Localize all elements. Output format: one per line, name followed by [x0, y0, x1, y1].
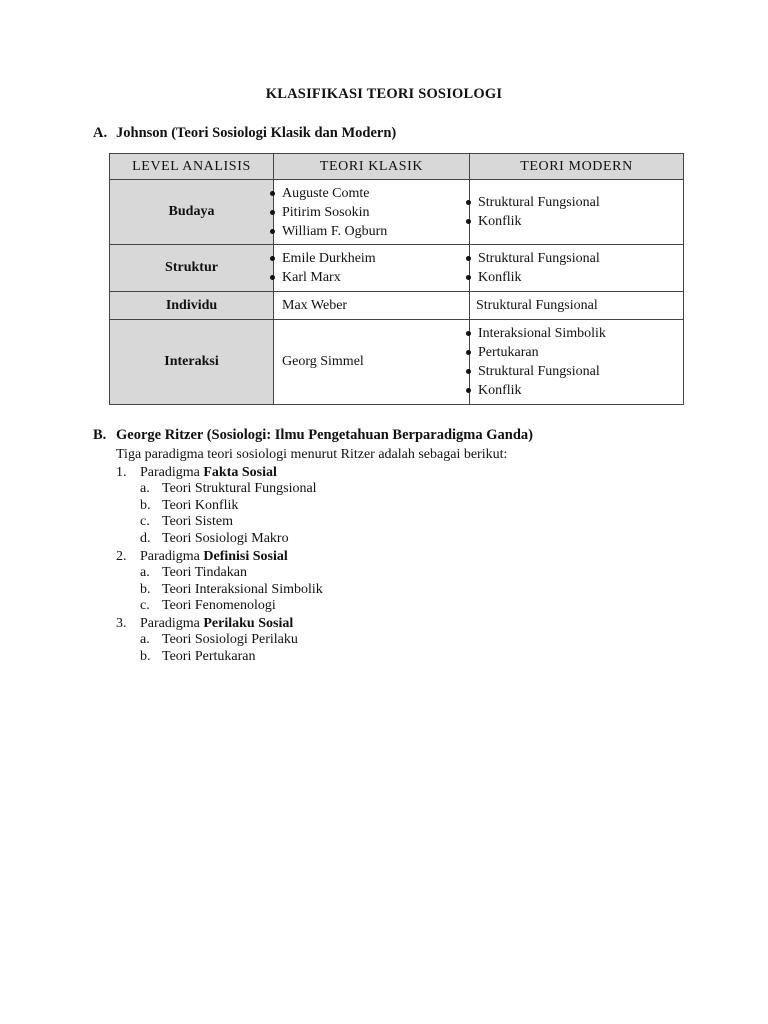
list-item: Karl Marx	[272, 268, 469, 287]
row-level-budaya: Budaya	[110, 180, 274, 245]
list-item: Pertukaran	[468, 343, 683, 362]
header-teori-klasik: TEORI KLASIK	[274, 154, 470, 180]
list-item	[140, 531, 323, 548]
paradigm-name: Definisi Sosial	[203, 548, 288, 564]
item-letter: c.	[140, 598, 150, 614]
item-text: Teori Tindakan	[162, 564, 247, 580]
item-text: Teori Fenomenologi	[162, 598, 276, 614]
row-budaya-modern	[470, 180, 684, 245]
list-item: Pitirim Sosokin	[272, 203, 469, 222]
table-header-row	[110, 154, 684, 180]
list-item	[140, 498, 323, 515]
paradigm-item	[116, 464, 323, 548]
row-level-interaksi: Interaksi	[110, 320, 274, 405]
list-item: William F. Ogburn	[272, 222, 469, 241]
paradigm-name: Perilaku Sosial	[203, 615, 294, 631]
list-item: Konflik	[468, 268, 683, 287]
section-b	[93, 427, 533, 664]
item-text: Teori Konflik	[162, 497, 239, 513]
section-b-heading	[93, 427, 533, 444]
row-level-struktur: Struktur	[110, 245, 274, 292]
list-item: Emile Durkheim	[272, 249, 469, 268]
list-item	[140, 565, 323, 582]
item-letter: a.	[140, 631, 150, 647]
paradigm-number: 3.	[116, 615, 127, 631]
page-title: KLASIFIKASI TEORI SOSIOLOGI	[265, 86, 503, 102]
list-item	[140, 481, 323, 498]
list-item: Struktural Fungsional	[468, 193, 683, 212]
table-row	[110, 292, 684, 320]
paradigm-prefix: Paradigma	[140, 465, 204, 480]
item-text: Teori Pertukaran	[162, 648, 256, 664]
list-item: Struktural Fungsional	[468, 362, 683, 381]
paradigm-item	[116, 615, 323, 665]
item-letter: a.	[140, 564, 150, 580]
paradigm-number: 1.	[116, 465, 127, 480]
table-row	[110, 320, 684, 405]
paradigm-prefix: Paradigma	[140, 615, 204, 631]
list-item: Interaksional Simbolik	[468, 324, 683, 343]
header-level-analisis: LEVEL ANALISIS	[110, 154, 274, 180]
list-item: Auguste Comte	[272, 184, 469, 203]
row-struktur-modern	[470, 245, 684, 292]
row-struktur-klasik	[274, 245, 470, 292]
row-individu-klasik: Max Weber	[274, 292, 470, 320]
item-text: Teori Struktural Fungsional	[162, 481, 317, 496]
list-item	[140, 632, 323, 649]
section-a-heading	[93, 125, 396, 142]
section-a-letter: A.	[93, 125, 108, 141]
item-text: Teori Sosiologi Perilaku	[162, 631, 298, 647]
section-a-title: Johnson (Teori Sosiologi Klasik dan Modern)	[116, 125, 397, 141]
list-item: Konflik	[468, 381, 683, 400]
row-level-individu: Individu	[110, 292, 274, 320]
paradigm-list	[116, 464, 323, 665]
list-item: Struktural Fungsional	[468, 249, 683, 268]
item-letter: d.	[140, 531, 151, 547]
paradigm-item	[116, 548, 323, 615]
item-letter: b.	[140, 497, 151, 513]
section-b-title: George Ritzer (Sosiologi: Ilmu Pengetahuan Berparadigma Ganda)	[116, 427, 533, 443]
row-interaksi-klasik: Georg Simmel	[274, 320, 470, 405]
table-row	[110, 245, 684, 292]
paradigm-name: Fakta Sosial	[203, 465, 277, 480]
row-budaya-klasik	[274, 180, 470, 245]
list-item	[140, 649, 323, 666]
item-text: Teori Sistem	[162, 514, 233, 530]
item-text: Teori Sosiologi Makro	[162, 531, 289, 547]
item-text: Teori Interaksional Simbolik	[162, 581, 323, 597]
list-item: Konflik	[468, 212, 683, 231]
row-interaksi-modern	[470, 320, 684, 405]
header-teori-modern: TEORI MODERN	[470, 154, 684, 180]
theory-table	[109, 153, 684, 405]
item-letter: b.	[140, 648, 151, 664]
row-individu-modern: Struktural Fungsional	[470, 292, 684, 320]
paradigm-prefix: Paradigma	[140, 548, 204, 564]
item-letter: b.	[140, 581, 151, 597]
section-b-letter: B.	[93, 427, 107, 443]
list-item	[140, 598, 323, 615]
item-letter: a.	[140, 481, 150, 496]
section-b-intro: Tiga paradigma teori sosiologi menurut Ritzer adalah sebagai berikut:	[116, 447, 508, 462]
list-item	[140, 582, 323, 599]
list-item	[140, 514, 323, 531]
paradigm-number: 2.	[116, 548, 127, 564]
table-row	[110, 180, 684, 245]
item-letter: c.	[140, 514, 150, 530]
